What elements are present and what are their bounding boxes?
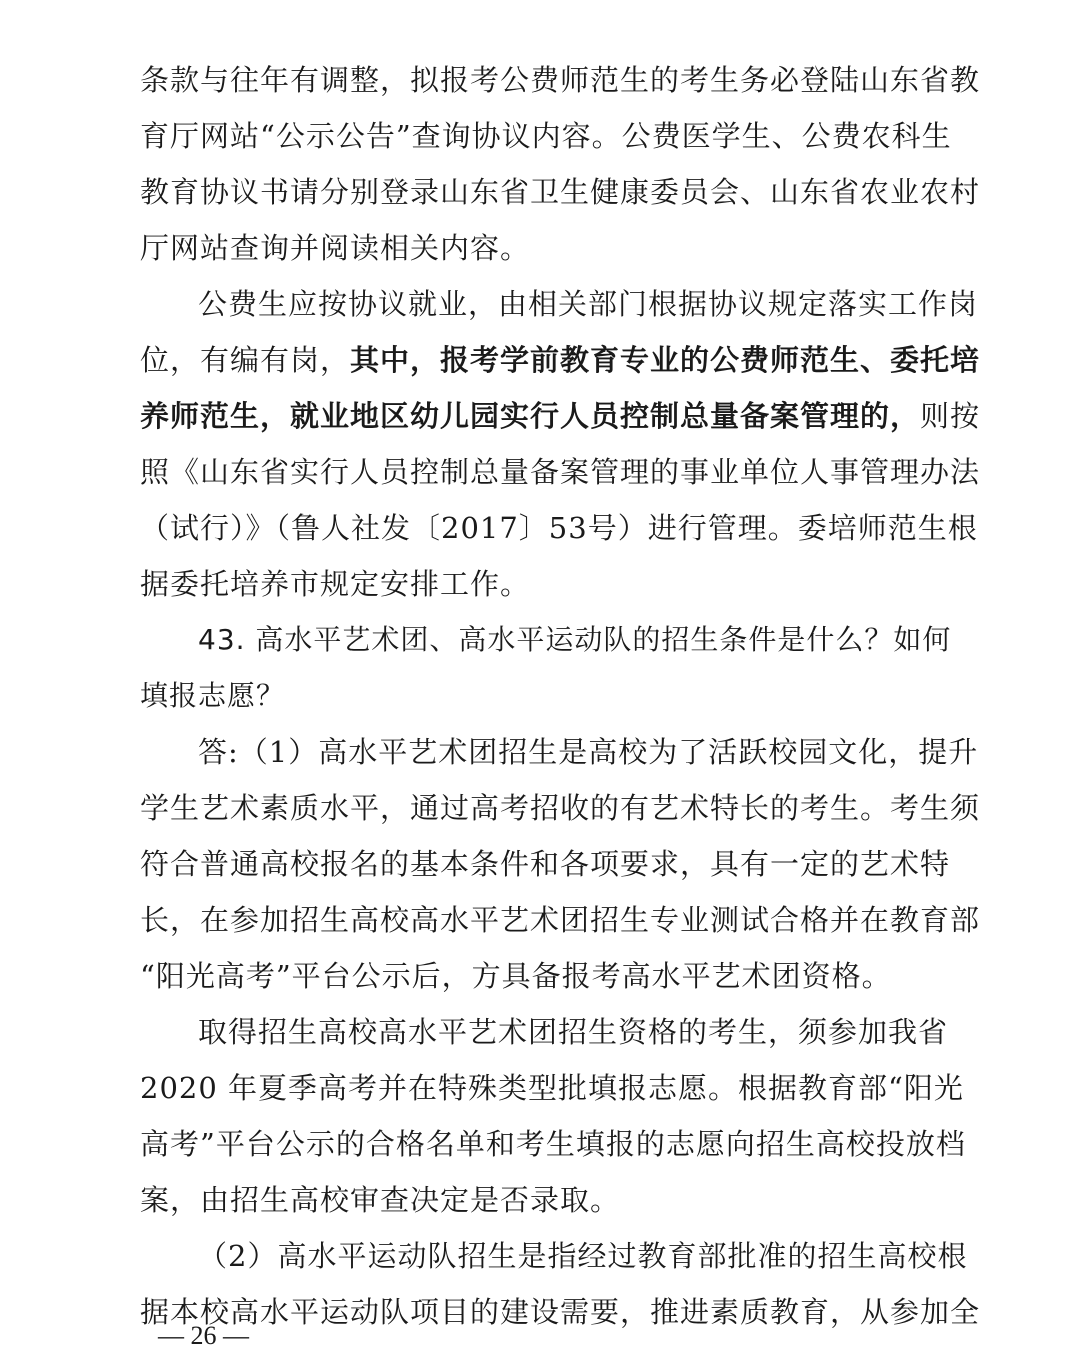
body-text-line: 厅网站查询并阅读相关内容。 — [140, 231, 531, 265]
page-number: — 26 — — [158, 1321, 249, 1350]
body-text-line-mixed — [140, 332, 981, 388]
question-heading-continued: 填报志愿？ — [140, 679, 286, 712]
body-text-line: 学生艺术素质水平，通过高考招收的有艺术特长的考生。考生须 — [140, 791, 981, 825]
paragraph-start-line: 公费生应按协议就业，由相关部门根据协议规定落实工作岗 — [198, 287, 979, 321]
bold-text-segment: 其中，报考学前教育专业的公费师范生、委托培 — [350, 343, 981, 377]
body-text-line: 2020 年夏季高考并在特殊类型批填报志愿。根据教育部“阳光 — [140, 1071, 964, 1105]
bold-text-segment: 养师范生，就业地区幼儿园实行人员控制总量备案管理的， — [140, 399, 921, 433]
paragraph-start-line: 取得招生高校高水平艺术团招生资格的考生，须参加我省 — [198, 1015, 949, 1049]
body-text-line: 据本校高水平运动队项目的建设需要，推进素质教育，从参加全 — [140, 1295, 981, 1329]
body-text-line: 照《山东省实行人员控制总量备案管理的事业单位人事管理办法 — [140, 455, 981, 489]
body-text-line: 据委托培养市规定安排工作。 — [140, 567, 531, 601]
answer-start-line: 答:（1）高水平艺术团招生是高校为了活跃校园文化，提升 — [198, 735, 979, 769]
body-text-line: 条款与往年有调整，拟报考公费师范生的考生务必登陆山东省教 — [140, 63, 981, 97]
body-text-line: 符合普通高校报名的基本条件和各项要求，具有一定的艺术特 — [140, 847, 951, 881]
body-text-line: （试行）》（鲁人社发〔2017〕53号）进行管理。委培师范生根 — [140, 511, 978, 545]
paragraph-start-line: （2）高水平运动队招生是指经过教育部批准的招生高校根 — [198, 1239, 968, 1273]
body-text-line: 高考”平台公示的合格名单和考生填报的志愿向招生高校投放档 — [140, 1127, 966, 1161]
body-text-line-mixed — [140, 388, 981, 444]
body-text-segment: 则按 — [920, 399, 981, 433]
question-heading: 43. 高水平艺术团、高水平运动队的招生条件是什么？如何 — [198, 623, 952, 656]
body-text-line: “阳光高考”平台公示后，方具备报考高水平艺术团资格。 — [140, 959, 892, 993]
body-text-line: 育厅网站“公示公告”查询协议内容。公费医学生、公费农科生 — [140, 119, 952, 153]
body-text-line: 长，在参加招生高校高水平艺术团招生专业测试合格并在教育部 — [140, 903, 981, 937]
body-text-line: 案，由招生高校审查决定是否录取。 — [140, 1183, 621, 1217]
body-text-segment: 位，有编有岗， — [140, 343, 351, 377]
body-text-line: 教育协议书请分别登录山东省卫生健康委员会、山东省农业农村 — [140, 175, 981, 209]
